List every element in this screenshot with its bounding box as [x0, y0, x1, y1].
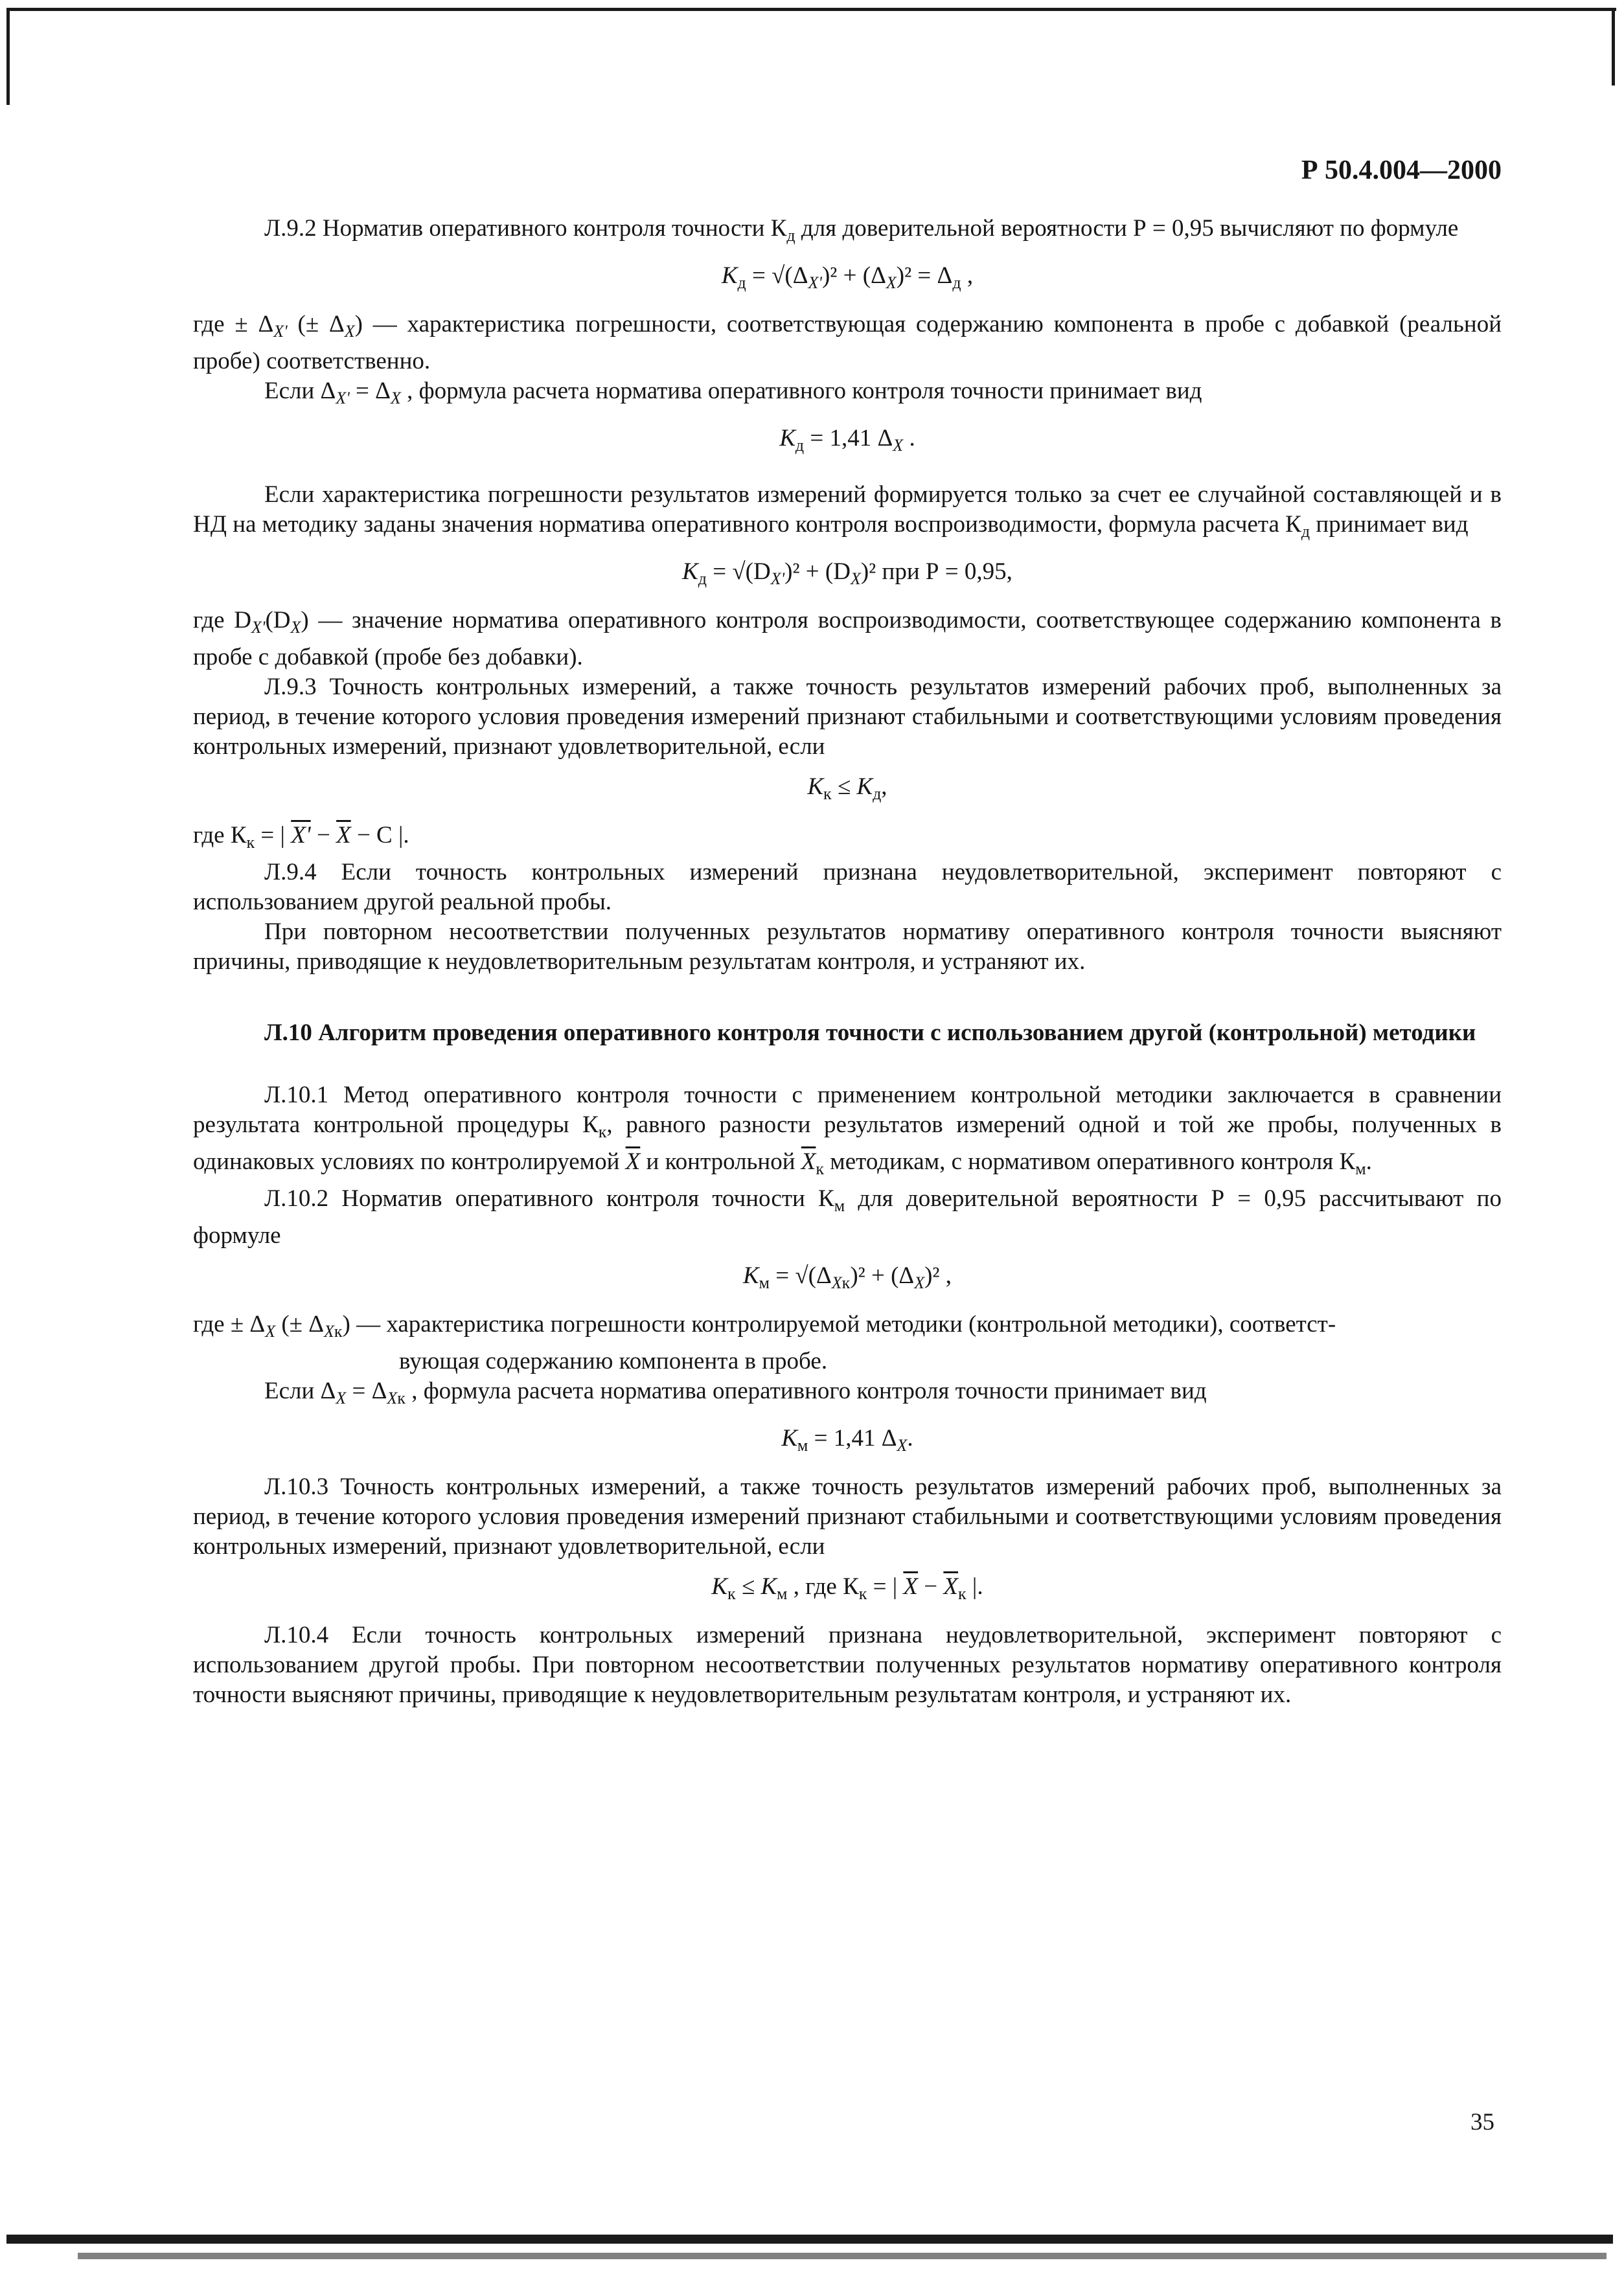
document-code: Р 50.4.004—2000 [1301, 155, 1502, 185]
paragraph-l10-4: Л.10.4 Если точность контрольных измерений признана неудовлетворительной, эксперимент повторяют с использованием другой пробы. При повторном несоответствии полученных результатов нормативу оперативного контроля точности выясняют причины, приводящие к неудовлетворительным результатам контроля, и устраняют их. [193, 1622, 1502, 1708]
paragraph-l10-3: Л.10.3 Точность контрольных измерений, а также точность результатов измерений рабочих проб, выполненных за период, в течение которого условия проведения измерений признают стабильными и соответствующими условиям проведения контрольных измерений, признают удовлетворительной, если [193, 1474, 1502, 1560]
document-page [193, 155, 1502, 1710]
paragraph-random-component: Если характеристика погрешности результатов измерений формируется только за счет ее случайной составляющей и в НД на методику заданы значения норматива оперативного контроля воспроизводимости, формула расчета $К_д$ принимает вид [193, 481, 1502, 541]
scan-border-top [6, 8, 1616, 11]
paragraph-where-delta-km-cont: вующая содержанию компонента в пробе. [399, 1348, 828, 1374]
paragraph-if-delta-km-equal: Если $\Delta_X = \Delta_{Xк}$ , формула расчета норматива оперативного контроля точности принимает вид [264, 1378, 1207, 1407]
scan-border-right [1612, 8, 1615, 85]
formula-kd-141: $К_д = 1,41$ $\Delta_X$ . [779, 425, 915, 455]
formula-kk-le-kd: $К_к \le К_д$, [807, 773, 887, 803]
formula-kd-sqrt: $К_д = √(\Delta_{X'})^2 + (\Delta_X)^2 = \Delta_д$ , [721, 262, 974, 292]
scan-border-bottom [6, 2235, 1613, 2244]
formula-kd-reproducibility: $К_д = √(D_{X'})^2 + (D_X)^2$ при Р = 0,95, [682, 558, 1012, 588]
paragraph-where-delta: где ± $\Delta_{X'}$ (± $\Delta_X$) — характеристика погрешности, соответствующая содержанию компонента в пробе с добавкой (реальной пробе) соответственно. [193, 311, 1502, 374]
scan-border-bottom-shadow [78, 2253, 1607, 2259]
paragraph-where-d: где $D_{X'}(D_X)$ — значение норматива оперативного контроля воспроизводимости, соответствующее содержанию компонента в пробе с добавкой (пробе без добавки). [193, 607, 1502, 670]
paragraph-where-kk: где $К_к$ = | $X' - \overline{X} - С$ |. [193, 822, 409, 852]
formula-km-sqrt: $К_м = √(\Delta_{Xк})^2 + (\Delta_X)^2$ , [742, 1262, 952, 1292]
paragraph-l9-3: Л.9.3 Точность контрольных измерений, а также точность результатов измерений рабочих проб, выполненных за период, в течение которого условия проведения измерений признают стабильными и соответствующими условиям проведения контрольных измерений, признают удовлетворительной, если [193, 674, 1502, 760]
paragraph-l9-4: Л.9.4 Если точность контрольных измерений признана неудовлетворительной, эксперимент повторяют с использованием другой реальной пробы. [193, 859, 1502, 915]
formula-km-141: $К_м = 1,41$ $\Delta_X$. [781, 1425, 913, 1455]
section-heading-l10: Л.10 Алгоритм проведения оперативного контроля точности с использованием другой (контрольной) методики [264, 1019, 1476, 1046]
formula-kk-le-km: $К_к \le К_м$ , где $К_к$ = | $\overline{X} - \overline{X}_к$ |. [711, 1573, 983, 1603]
page-number: 35 [1470, 2109, 1494, 2136]
scan-border-left [6, 8, 10, 105]
paragraph-repeat-mismatch: При повторном несоответствии полученных результатов нормативу оперативного контроля точности выясняют причины, приводящие к неудовлетворительным результатам контроля, и устраняют их. [193, 918, 1502, 975]
paragraph-where-delta-km: где ± $\Delta_X$ (± $\Delta_{Xк}$) — характеристика погрешности контролируемой методики (контрольной методики), соответст- [193, 1311, 1336, 1341]
paragraph-l10-2: Л.10.2 Норматив оперативного контроля точности $К_м$ для доверительной вероятности Р = 0,95 рассчитывают по формуле [193, 1185, 1502, 1249]
paragraph-if-delta-equal: Если $\Delta_{X'} = \Delta_X$ , формула расчета норматива оперативного контроля точности принимает вид [264, 378, 1202, 407]
paragraph-l9-2: Л.9.2 Норматив оперативного контроля точности $К_д$ для доверительной вероятности Р = 0,95 вычисляют по формуле [264, 215, 1459, 245]
paragraph-l10-1: Л.10.1 Метод оперативного контроля точности с применением контрольной методики заключается в сравнении результата контрольной процедуры $К_к$, равного разности результатов измерений одной и той же пробы, полученных в одинаковых условиях по контролируемой $\overline{X}$ и контрольной $\overline{X}_к$ методикам, с нормативом оперативного контроля $К_м$. [193, 1082, 1502, 1178]
